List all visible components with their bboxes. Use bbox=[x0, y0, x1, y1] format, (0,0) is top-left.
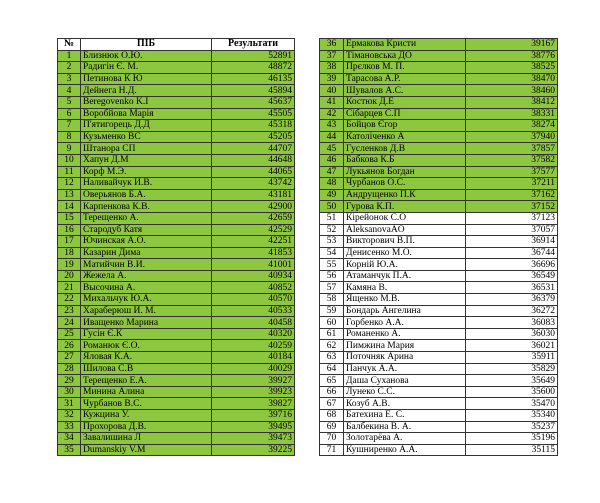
row-score: 38470 bbox=[466, 73, 558, 85]
row-score: 38525 bbox=[466, 62, 558, 74]
row-name: Горбенко А.А. bbox=[344, 317, 466, 329]
row-score: 40533 bbox=[212, 305, 295, 317]
row-name: Жежела А. bbox=[81, 270, 212, 282]
row-number: 4 bbox=[58, 85, 81, 97]
table-row bbox=[58, 328, 295, 340]
row-name: Прохорова Д.В. bbox=[81, 421, 212, 433]
row-name: Михальчук Ю.А. bbox=[81, 294, 212, 306]
row-number: 64 bbox=[320, 363, 344, 375]
row-number: 52 bbox=[320, 224, 344, 236]
table-row bbox=[58, 85, 295, 97]
row-number: 56 bbox=[320, 270, 344, 282]
table-row bbox=[58, 131, 295, 143]
row-score: 36083 bbox=[466, 317, 558, 329]
table-row bbox=[58, 166, 295, 178]
row-name: Бойцов Єгор bbox=[344, 120, 466, 132]
table-row bbox=[58, 282, 295, 294]
table-row bbox=[320, 96, 558, 108]
row-name: Камяна В. bbox=[344, 282, 466, 294]
table-row bbox=[58, 421, 295, 433]
row-number: 33 bbox=[58, 421, 81, 433]
table-row bbox=[58, 108, 295, 120]
row-number: 68 bbox=[320, 410, 344, 422]
row-name: Кузьменко ВС bbox=[81, 131, 212, 143]
row-number: 43 bbox=[320, 120, 344, 132]
row-number: 7 bbox=[58, 120, 81, 132]
row-number: 6 bbox=[58, 108, 81, 120]
row-score: 37057 bbox=[466, 224, 558, 236]
row-name: Бабкова К.Б bbox=[344, 154, 466, 166]
row-name: Хапун Д.М bbox=[81, 154, 212, 166]
row-score: 37123 bbox=[466, 212, 558, 224]
row-name: Викторович В.П. bbox=[344, 236, 466, 248]
row-number: 9 bbox=[58, 143, 81, 155]
row-score: 39716 bbox=[212, 410, 295, 422]
row-name: Батехина Е. С. bbox=[344, 410, 466, 422]
table-row bbox=[320, 73, 558, 85]
table-row bbox=[320, 62, 558, 74]
row-score: 39495 bbox=[212, 421, 295, 433]
table-row bbox=[58, 212, 295, 224]
row-name: Панчук А.А. bbox=[344, 363, 466, 375]
row-name: Кужцина У. bbox=[81, 410, 212, 422]
row-number: 54 bbox=[320, 247, 344, 259]
row-score: 45505 bbox=[212, 108, 295, 120]
row-name: Высочина А. bbox=[81, 282, 212, 294]
row-score: 36021 bbox=[466, 340, 558, 352]
table-row bbox=[320, 270, 558, 282]
row-name: Минина Алина bbox=[81, 386, 212, 398]
row-number: 5 bbox=[58, 96, 81, 108]
row-name: Завалишина Л bbox=[81, 433, 212, 445]
row-number: 57 bbox=[320, 282, 344, 294]
row-score: 39923 bbox=[212, 386, 295, 398]
table-row bbox=[58, 50, 295, 62]
row-number: 27 bbox=[58, 352, 81, 364]
row-number: 1 bbox=[58, 50, 81, 62]
row-number: 25 bbox=[58, 328, 81, 340]
row-number: 49 bbox=[320, 189, 344, 201]
row-name: Атаманчук П.А. bbox=[344, 270, 466, 282]
table-row bbox=[320, 386, 558, 398]
table-row bbox=[58, 224, 295, 236]
row-number: 63 bbox=[320, 352, 344, 364]
table-row bbox=[58, 96, 295, 108]
row-score: 42251 bbox=[212, 236, 295, 248]
row-score: 40029 bbox=[212, 363, 295, 375]
row-score: 36914 bbox=[466, 236, 558, 248]
row-name: Андрущенко П.К bbox=[344, 189, 466, 201]
row-score: 40184 bbox=[212, 352, 295, 364]
table-row bbox=[320, 328, 558, 340]
table-row bbox=[320, 317, 558, 329]
row-name: Католіченко А bbox=[344, 131, 466, 143]
table-row bbox=[320, 444, 558, 456]
row-score: 44648 bbox=[212, 154, 295, 166]
table-row bbox=[320, 143, 558, 155]
row-score: 36696 bbox=[466, 259, 558, 271]
table-row bbox=[58, 305, 295, 317]
row-number: 55 bbox=[320, 259, 344, 271]
row-score: 36531 bbox=[466, 282, 558, 294]
row-name: Гусленков Д.В bbox=[344, 143, 466, 155]
table-row bbox=[320, 154, 558, 166]
row-name: Лунеко С.С. bbox=[344, 386, 466, 398]
row-name: Чурбанов О.С. bbox=[344, 178, 466, 190]
row-number: 45 bbox=[320, 143, 344, 155]
table-row bbox=[320, 398, 558, 410]
row-score: 52891 bbox=[212, 50, 295, 62]
row-score: 45894 bbox=[212, 85, 295, 97]
table-row bbox=[58, 154, 295, 166]
row-number: 15 bbox=[58, 212, 81, 224]
row-number: 18 bbox=[58, 247, 81, 259]
table-row bbox=[320, 236, 558, 248]
table-row bbox=[58, 73, 295, 85]
row-name: Beregovenko K.I bbox=[81, 96, 212, 108]
row-name: Золотарёва А. bbox=[344, 433, 466, 445]
table-row bbox=[58, 444, 295, 456]
table-row bbox=[320, 39, 558, 51]
row-name: Гусін Є.К bbox=[81, 328, 212, 340]
row-name: Пимжина Мария bbox=[344, 340, 466, 352]
row-score: 40320 bbox=[212, 328, 295, 340]
table-row bbox=[58, 201, 295, 213]
row-name: Бондарь Ангелина bbox=[344, 305, 466, 317]
row-number: 28 bbox=[58, 363, 81, 375]
table-row bbox=[58, 62, 295, 74]
row-name: Казарин Дима bbox=[81, 247, 212, 259]
table-row bbox=[320, 410, 558, 422]
row-name: Ючинская А.О. bbox=[81, 236, 212, 248]
table-row bbox=[320, 340, 558, 352]
row-score: 42659 bbox=[212, 212, 295, 224]
row-score: 43742 bbox=[212, 178, 295, 190]
row-number: 24 bbox=[58, 317, 81, 329]
table-row bbox=[58, 120, 295, 132]
row-name: Ермакова Кристи bbox=[344, 39, 466, 51]
row-score: 35829 bbox=[466, 363, 558, 375]
row-number: 61 bbox=[320, 328, 344, 340]
row-score: 36379 bbox=[466, 294, 558, 306]
row-number: 46 bbox=[320, 154, 344, 166]
table-row bbox=[58, 352, 295, 364]
table-row bbox=[58, 178, 295, 190]
row-name: Штанора СП bbox=[81, 143, 212, 155]
table-row bbox=[320, 305, 558, 317]
row-name: Оверьянов Б.А. bbox=[81, 189, 212, 201]
row-number: 8 bbox=[58, 131, 81, 143]
results-table-right bbox=[319, 38, 558, 456]
table-row bbox=[320, 131, 558, 143]
row-number: 17 bbox=[58, 236, 81, 248]
row-score: 38274 bbox=[466, 120, 558, 132]
row-score: 36549 bbox=[466, 270, 558, 282]
row-score: 37940 bbox=[466, 131, 558, 143]
row-name: Гурова К.П. bbox=[344, 201, 466, 213]
row-score: 35340 bbox=[466, 410, 558, 422]
row-score: 39473 bbox=[212, 433, 295, 445]
row-number: 30 bbox=[58, 386, 81, 398]
row-number: 44 bbox=[320, 131, 344, 143]
row-score: 45637 bbox=[212, 96, 295, 108]
row-name: Лукьянов Богдан bbox=[344, 166, 466, 178]
row-number: 40 bbox=[320, 85, 344, 97]
row-score: 43181 bbox=[212, 189, 295, 201]
table-row bbox=[320, 294, 558, 306]
row-score: 39827 bbox=[212, 398, 295, 410]
row-name: Радигін Є. М. bbox=[81, 62, 212, 74]
row-number: 42 bbox=[320, 108, 344, 120]
row-score: 44065 bbox=[212, 166, 295, 178]
results-body-left bbox=[58, 50, 295, 456]
table-row bbox=[320, 108, 558, 120]
row-number: 12 bbox=[58, 178, 81, 190]
row-name: Кірейонок С.О bbox=[344, 212, 466, 224]
row-score: 36030 bbox=[466, 328, 558, 340]
row-score: 35911 bbox=[466, 352, 558, 364]
row-number: 37 bbox=[320, 50, 344, 62]
table-row bbox=[58, 294, 295, 306]
row-number: 21 bbox=[58, 282, 81, 294]
row-number: 48 bbox=[320, 178, 344, 190]
row-name: П'ятигорець Д.Д bbox=[81, 120, 212, 132]
row-number: 14 bbox=[58, 201, 81, 213]
row-number: 2 bbox=[58, 62, 81, 74]
row-score: 36272 bbox=[466, 305, 558, 317]
row-number: 36 bbox=[320, 39, 344, 51]
row-score: 35649 bbox=[466, 375, 558, 387]
row-score: 41853 bbox=[212, 247, 295, 259]
row-score: 46135 bbox=[212, 73, 295, 85]
row-number: 11 bbox=[58, 166, 81, 178]
row-name: Шилова С.В bbox=[81, 363, 212, 375]
row-number: 51 bbox=[320, 212, 344, 224]
row-name: Балбекина В. А. bbox=[344, 421, 466, 433]
row-number: 59 bbox=[320, 305, 344, 317]
table-row bbox=[58, 340, 295, 352]
row-name: Иващенко Марина bbox=[81, 317, 212, 329]
table-row bbox=[320, 224, 558, 236]
row-name: Корній Ю.А. bbox=[344, 259, 466, 271]
row-number: 16 bbox=[58, 224, 81, 236]
row-score: 37162 bbox=[466, 189, 558, 201]
header-name: ПІБ bbox=[81, 39, 212, 51]
row-name: Наливайчук И.В. bbox=[81, 178, 212, 190]
row-score: 40934 bbox=[212, 270, 295, 282]
table-row bbox=[320, 120, 558, 132]
row-name: Чурбанов В.С. bbox=[81, 398, 212, 410]
table-row bbox=[58, 363, 295, 375]
row-score: 35115 bbox=[466, 444, 558, 456]
row-name: Хараберюш И. М. bbox=[81, 305, 212, 317]
row-name: Шувалов А.С. bbox=[344, 85, 466, 97]
table-row bbox=[320, 259, 558, 271]
header-number: № bbox=[58, 39, 81, 51]
row-name: Денисенко М.О. bbox=[344, 247, 466, 259]
row-score: 35600 bbox=[466, 386, 558, 398]
table-row bbox=[58, 410, 295, 422]
table-row bbox=[58, 236, 295, 248]
table-header-row bbox=[58, 39, 295, 51]
table-row bbox=[320, 352, 558, 364]
row-score: 35196 bbox=[466, 433, 558, 445]
row-number: 23 bbox=[58, 305, 81, 317]
row-score: 39225 bbox=[212, 444, 295, 456]
row-name: Прєлков М. П. bbox=[344, 62, 466, 74]
row-score: 37577 bbox=[466, 166, 558, 178]
table-row bbox=[58, 270, 295, 282]
row-score: 40259 bbox=[212, 340, 295, 352]
row-name: Карпенкова К.В. bbox=[81, 201, 212, 213]
table-row bbox=[320, 421, 558, 433]
row-name: Романенко А. bbox=[344, 328, 466, 340]
row-number: 53 bbox=[320, 236, 344, 248]
row-name: Воробйова Марія bbox=[81, 108, 212, 120]
table-row bbox=[320, 212, 558, 224]
header-results: Результати bbox=[212, 39, 295, 51]
table-row bbox=[58, 247, 295, 259]
row-number: 10 bbox=[58, 154, 81, 166]
table-row bbox=[58, 386, 295, 398]
row-score: 38460 bbox=[466, 85, 558, 97]
row-name: Dumanskiy V.M bbox=[81, 444, 212, 456]
row-score: 37211 bbox=[466, 178, 558, 190]
row-score: 35237 bbox=[466, 421, 558, 433]
row-score: 40458 bbox=[212, 317, 295, 329]
row-score: 37582 bbox=[466, 154, 558, 166]
row-score: 35470 bbox=[466, 398, 558, 410]
row-number: 70 bbox=[320, 433, 344, 445]
row-score: 45318 bbox=[212, 120, 295, 132]
row-name: Дейнега Н.Д. bbox=[81, 85, 212, 97]
row-number: 35 bbox=[58, 444, 81, 456]
table-row bbox=[58, 143, 295, 155]
row-score: 37857 bbox=[466, 143, 558, 155]
row-number: 58 bbox=[320, 294, 344, 306]
table-row bbox=[320, 363, 558, 375]
row-name: Терещенко А. bbox=[81, 212, 212, 224]
row-score: 38331 bbox=[466, 108, 558, 120]
table-row bbox=[320, 50, 558, 62]
row-number: 3 bbox=[58, 73, 81, 85]
row-score: 38776 bbox=[466, 50, 558, 62]
row-name: Козуб А.В. bbox=[344, 398, 466, 410]
row-score: 39927 bbox=[212, 375, 295, 387]
row-score: 42529 bbox=[212, 224, 295, 236]
table-row bbox=[320, 201, 558, 213]
table-row bbox=[320, 178, 558, 190]
row-name: Романюк Є.О. bbox=[81, 340, 212, 352]
row-score: 40852 bbox=[212, 282, 295, 294]
row-number: 29 bbox=[58, 375, 81, 387]
table-row bbox=[58, 189, 295, 201]
table-row bbox=[320, 433, 558, 445]
row-name: Корф М.Э. bbox=[81, 166, 212, 178]
row-score: 44707 bbox=[212, 143, 295, 155]
row-number: 41 bbox=[320, 96, 344, 108]
row-number: 62 bbox=[320, 340, 344, 352]
table-row bbox=[58, 433, 295, 445]
row-name: Близнюк О.Ю. bbox=[81, 50, 212, 62]
row-number: 20 bbox=[58, 270, 81, 282]
row-name: Стародуб Катя bbox=[81, 224, 212, 236]
row-score: 38412 bbox=[466, 96, 558, 108]
row-score: 36744 bbox=[466, 247, 558, 259]
row-number: 60 bbox=[320, 317, 344, 329]
row-name: Костюк Д.Е bbox=[344, 96, 466, 108]
row-number: 34 bbox=[58, 433, 81, 445]
row-name: AleksanovaAO bbox=[344, 224, 466, 236]
row-score: 39167 bbox=[466, 39, 558, 51]
table-row bbox=[320, 247, 558, 259]
row-number: 67 bbox=[320, 398, 344, 410]
row-name: Матийчин В.И. bbox=[81, 259, 212, 271]
row-number: 50 bbox=[320, 201, 344, 213]
row-score: 48872 bbox=[212, 62, 295, 74]
table-row bbox=[320, 375, 558, 387]
table-row bbox=[58, 398, 295, 410]
row-score: 41001 bbox=[212, 259, 295, 271]
row-number: 38 bbox=[320, 62, 344, 74]
row-score: 45205 bbox=[212, 131, 295, 143]
row-number: 47 bbox=[320, 166, 344, 178]
row-number: 39 bbox=[320, 73, 344, 85]
row-name: Кушниренко А.А. bbox=[344, 444, 466, 456]
row-number: 22 bbox=[58, 294, 81, 306]
row-number: 66 bbox=[320, 386, 344, 398]
table-row bbox=[58, 259, 295, 271]
row-number: 71 bbox=[320, 444, 344, 456]
row-number: 32 bbox=[58, 410, 81, 422]
row-name: Яловая К.А. bbox=[81, 352, 212, 364]
row-number: 13 bbox=[58, 189, 81, 201]
table-row bbox=[320, 189, 558, 201]
row-score: 42900 bbox=[212, 201, 295, 213]
table-row bbox=[320, 85, 558, 97]
row-name: Поточняк Арина bbox=[344, 352, 466, 364]
row-number: 19 bbox=[58, 259, 81, 271]
row-score: 37152 bbox=[466, 201, 558, 213]
table-row bbox=[320, 166, 558, 178]
row-score: 40570 bbox=[212, 294, 295, 306]
row-number: 31 bbox=[58, 398, 81, 410]
row-number: 26 bbox=[58, 340, 81, 352]
row-number: 65 bbox=[320, 375, 344, 387]
results-body-right bbox=[320, 39, 558, 456]
row-name: Петинова К Ю bbox=[81, 73, 212, 85]
table-row bbox=[320, 282, 558, 294]
row-name: Тімановська ДО bbox=[344, 50, 466, 62]
table-row bbox=[58, 375, 295, 387]
row-name: Сібарцев С.П bbox=[344, 108, 466, 120]
table-row bbox=[58, 317, 295, 329]
row-name: Даша Суханова bbox=[344, 375, 466, 387]
row-name: Тарасова А.Р. bbox=[344, 73, 466, 85]
results-table-left bbox=[57, 38, 295, 456]
row-name: Ященко М.В. bbox=[344, 294, 466, 306]
row-number: 69 bbox=[320, 421, 344, 433]
row-name: Терещенко Е.А. bbox=[81, 375, 212, 387]
